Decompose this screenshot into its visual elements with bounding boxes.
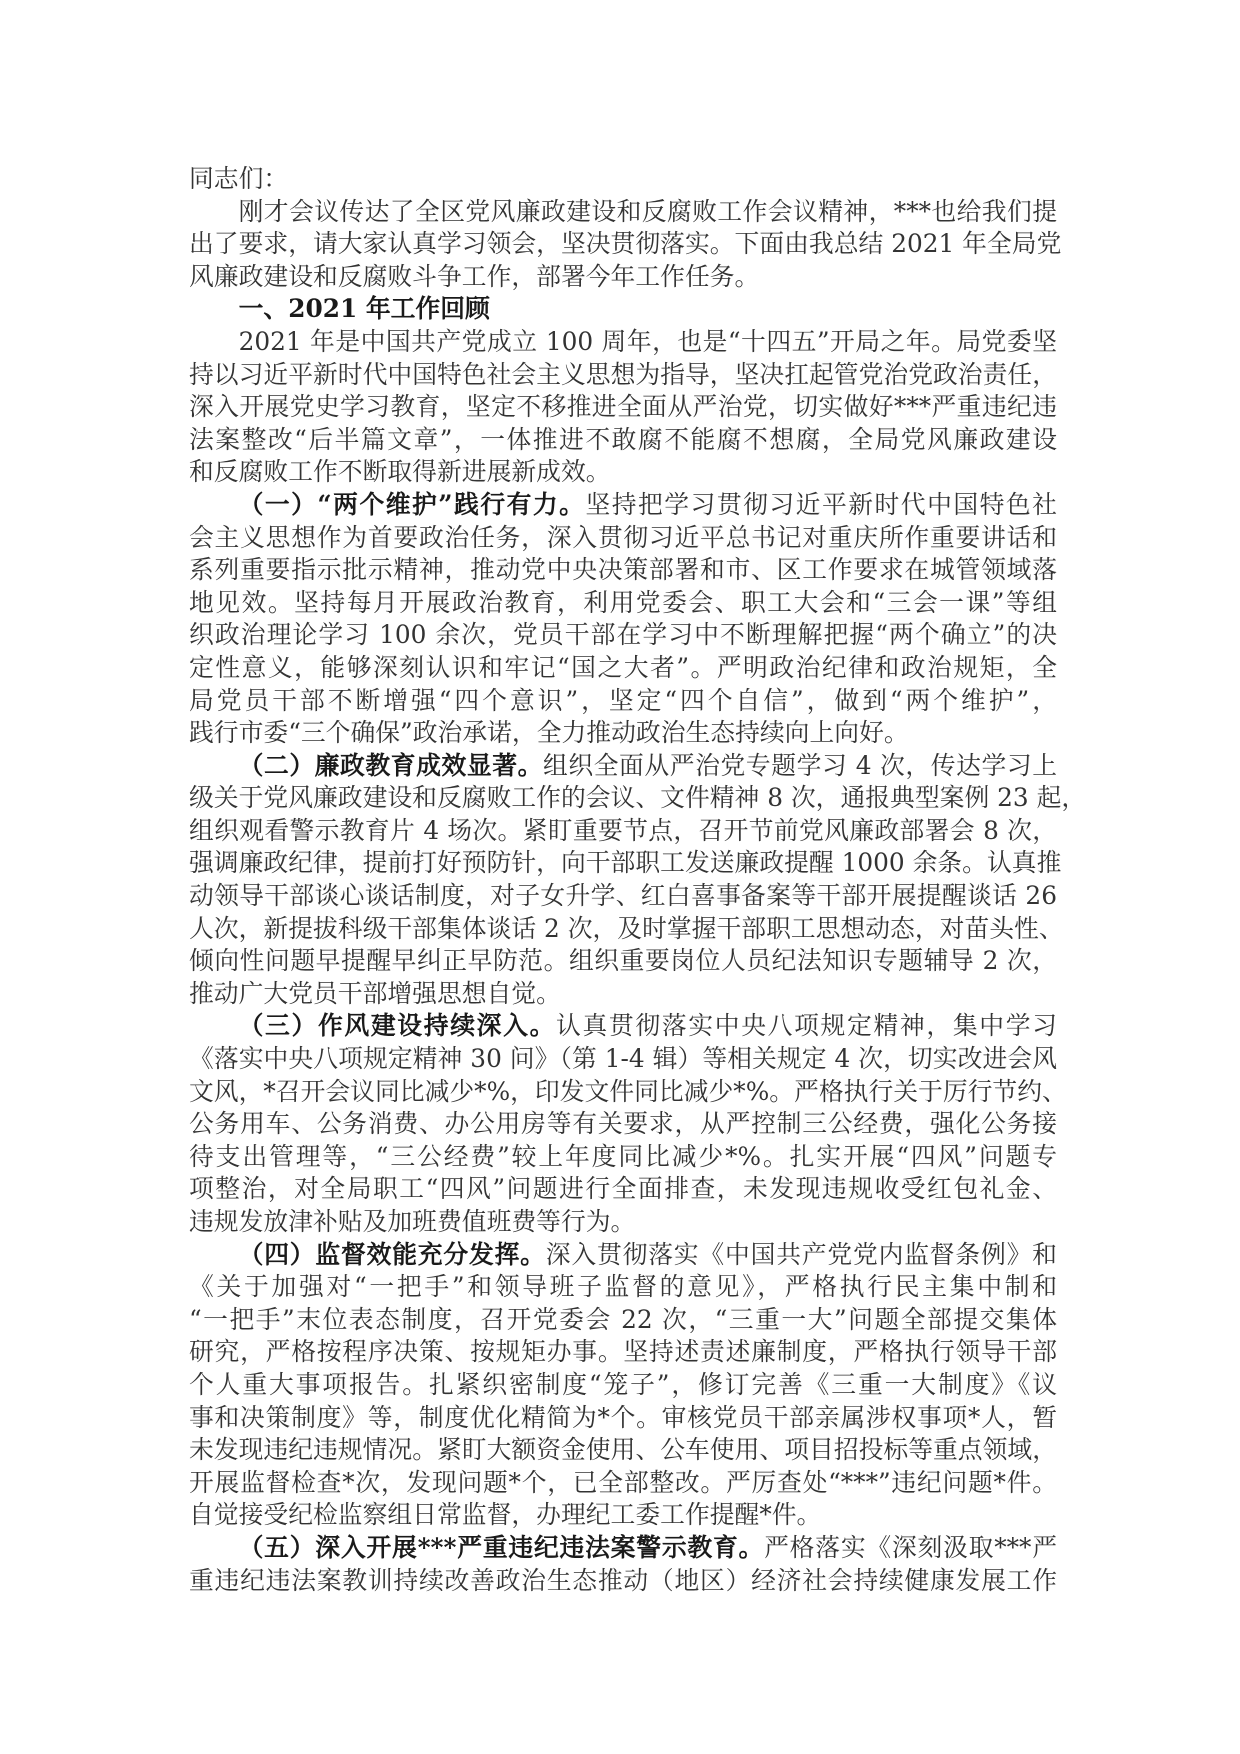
line-text: 未发现违纪违规情况。紧盯大额资金使用、公车使用、项目招投标等重点领域， [189, 1435, 1057, 1465]
line-text: 推动广大党员干部增强思想自觉。 [189, 978, 561, 1008]
line-text: 动领导干部谈心谈话制度，对子女升学、红白喜事备案等干部开展提醒谈话 26 [189, 881, 1057, 911]
line-text: 倾向性问题早提醒早纠正早防范。组织重要岗位人员纪法知识专题辅导 2 次， [189, 946, 1057, 976]
text-line [189, 782, 1087, 815]
line-text: 定性意义，能够深刻认识和牢记“国之大者”。严明政治纪律和政治规矩，全 [189, 652, 1057, 682]
text-line [189, 261, 1057, 294]
line-text: 持以习近平新时代中国特色社会主义思想为指导，坚决扛起管党治党政治责任， [189, 359, 1057, 389]
text-line [189, 717, 1057, 750]
paragraph [189, 1239, 1057, 1532]
text-line [189, 293, 1057, 326]
text-line [189, 228, 1062, 261]
text-line [189, 1467, 1057, 1500]
line-text: 自觉接受纪检监察组日常监督，办理纪工委工作提醒*件。 [189, 1500, 822, 1530]
text-line [189, 1108, 1057, 1141]
line-text: 出了要求，请大家认真学习领会，坚决贯彻落实。下面由我总结 2021 年全局党 [189, 229, 1062, 259]
text-line [189, 587, 1057, 620]
line-text: 项整治，对全局职工“四风”问题进行全面排查，未发现违规收受红包礼金、 [189, 1174, 1057, 1204]
line-text: 公务用车、公务消费、办公用房等有关要求，从严控制三公经费，强化公务接 [189, 1109, 1057, 1139]
text-line [189, 1499, 1057, 1532]
text-line [189, 196, 1057, 229]
line-text: 地见效。坚持每月开展政治教育，利用党委会、职工大会和“三会一课”等组 [189, 587, 1057, 617]
text-line [189, 1076, 1067, 1109]
text-line [189, 652, 1057, 685]
line-text: 深入开展党史学习教育，坚定不移推进全面从严治党，切实做好***严重违纪违 [189, 392, 1057, 422]
text-line [189, 1532, 1057, 1565]
line-text: 深入贯彻落实《中国共产党党内监督条例》和 [545, 1239, 1057, 1269]
text-line [189, 1369, 1057, 1402]
text-line [189, 1434, 1057, 1467]
salutation [189, 163, 1057, 196]
line-text: 同志们： [189, 164, 289, 193]
line-text: 法案整改“后半篇文章”，一体推进不敢腐不能腐不想腐，全局党风廉政建设 [189, 424, 1057, 454]
paragraph [189, 196, 1062, 294]
line-text: 严格落实《深刻汲取***严 [764, 1532, 1058, 1562]
line-text: 文风，*召开会议同比减少*%，印发文件同比减少*%。严格执行关于厉行节约、 [189, 1076, 1067, 1106]
line-text: 践行市委“三个确保”政治承诺，全力推动政治生态持续向上向好。 [189, 718, 909, 748]
line-text: 开展监督检查*次，发现问题*个，已全部整改。严厉查处“***”违纪问题*件。 [189, 1467, 1057, 1497]
text-line [189, 815, 1057, 848]
text-line [189, 945, 1057, 978]
text-line [189, 685, 1057, 718]
text-line [189, 750, 1057, 783]
line-text: 违规发放津补贴及加班费值班费等行为。 [189, 1207, 636, 1236]
text-line [189, 326, 1057, 359]
text-line [189, 391, 1057, 424]
text-line [189, 619, 1057, 652]
text-line [189, 424, 1057, 457]
line-text: 事和决策制度》等，制度优化精简为*个。审核党员干部亲属涉权事项*人，暂 [189, 1402, 1057, 1432]
line-text: 刚才会议传达了全区党风廉政建设和反腐败工作会议精神，***也给我们提 [238, 196, 1057, 226]
line-text: 2021 年是中国共产党成立 100 周年，也是“十四五”开局之年。局党委坚 [238, 326, 1057, 356]
paragraph [189, 1532, 1057, 1597]
line-text: 组织全面从严治党专题学习 4 次，传达学习上 [542, 750, 1057, 780]
paragraph-lead-heading: （一）“两个维护”践行有力。 [238, 489, 586, 519]
text-line [189, 1565, 1057, 1598]
text-line [189, 1141, 1057, 1174]
paragraph-lead-heading: （二）廉政教育成效显著。 [238, 750, 543, 780]
line-text: 研究，严格按程序决策、按规矩办事。坚持述责述廉制度，严格执行领导干部 [189, 1337, 1057, 1367]
text-line [189, 489, 1057, 522]
line-text: 坚持把学习贯彻习近平新时代中国特色社 [585, 489, 1057, 519]
line-text: 会主义思想作为首要政治任务，深入贯彻习近平总书记对重庆所作重要讲话和 [189, 522, 1057, 552]
line-text: 人次，新提拔科级干部集体谈话 2 次，及时掌握干部职工思想动态，对苗头性、 [189, 913, 1064, 943]
line-text: 风廉政建设和反腐败斗争工作，部署今年工作任务。 [189, 261, 760, 291]
text-line [189, 1239, 1057, 1272]
section-heading [189, 293, 1057, 326]
text-line [189, 554, 1057, 587]
text-line [189, 1304, 1057, 1337]
line-text: 系列重要指示批示精神，推动党中央决策部署和市、区工作要求在城管领域落 [189, 555, 1057, 585]
paragraph [189, 750, 1087, 1011]
line-text: 一、2021 年工作回顾 [238, 294, 490, 324]
text-line [189, 1043, 1057, 1076]
paragraph [189, 1010, 1067, 1238]
paragraph [189, 489, 1057, 750]
line-text: 局党员干部不断增强“四个意识”，坚定“四个自信”，做到“两个维护”， [189, 685, 1057, 715]
line-text: 《关于加强对“一把手”和领导班子监督的意见》，严格执行民主集中制和 [189, 1272, 1057, 1302]
text-line [189, 456, 1057, 489]
text-line [189, 1010, 1057, 1043]
line-text: 重违纪违法案教训持续改善政治生态推动（地区）经济社会持续健康发展工作 [189, 1565, 1057, 1595]
paragraph-lead-heading: （五）深入开展***严重违纪违法案警示教育。 [238, 1532, 765, 1562]
text-line [189, 1336, 1057, 1369]
text-line [189, 880, 1057, 913]
line-text: 织政治理论学习 100 余次，党员干部在学习中不断理解把握“两个确立”的决 [189, 620, 1057, 650]
line-text: 个人重大事项报告。扎紧织密制度“笼子”，修订完善《三重一大制度》《议 [189, 1369, 1057, 1399]
line-text: 和反腐败工作不断取得新进展新成效。 [189, 457, 611, 487]
text-line [189, 1173, 1057, 1206]
line-text: 认真贯彻落实中央八项规定精神，集中学习 [556, 1011, 1057, 1041]
paragraph [189, 326, 1057, 489]
text-line [189, 1402, 1057, 1435]
text-line [189, 522, 1057, 555]
line-text: 组织观看警示教育片 4 场次。紧盯重要节点，召开节前党风廉政部署会 8 次， [189, 815, 1057, 845]
text-line [189, 1206, 1057, 1239]
text-line [189, 163, 1057, 196]
line-text: 待支出管理等，“三公经费”较上年度同比减少*%。扎实开展“四风”问题专 [189, 1141, 1057, 1171]
line-text: 强调廉政纪律，提前打好预防针，向干部职工发送廉政提醒 1000 余条。认真推 [189, 848, 1062, 878]
paragraph-lead-heading: （三）作风建设持续深入。 [238, 1011, 557, 1041]
paragraph-lead-heading: （四）监督效能充分发挥。 [238, 1239, 546, 1269]
text-line [189, 978, 1057, 1011]
line-text: 级关于党风廉政建设和反腐败工作的会议、文件精神 8 次，通报典型案例 23 起， [189, 783, 1087, 813]
text-line [189, 847, 1062, 880]
line-text: “一把手”末位表态制度，召开党委会 22 次，“三重一大”问题全部提交集体 [189, 1304, 1057, 1334]
text-line [189, 913, 1064, 946]
document-page [189, 163, 1087, 1597]
line-text: 《落实中央八项规定精神 30 问》（第 1-4 辑）等相关规定 4 次，切实改进会风 [189, 1044, 1057, 1074]
text-line [189, 1271, 1057, 1304]
text-line [189, 359, 1057, 392]
